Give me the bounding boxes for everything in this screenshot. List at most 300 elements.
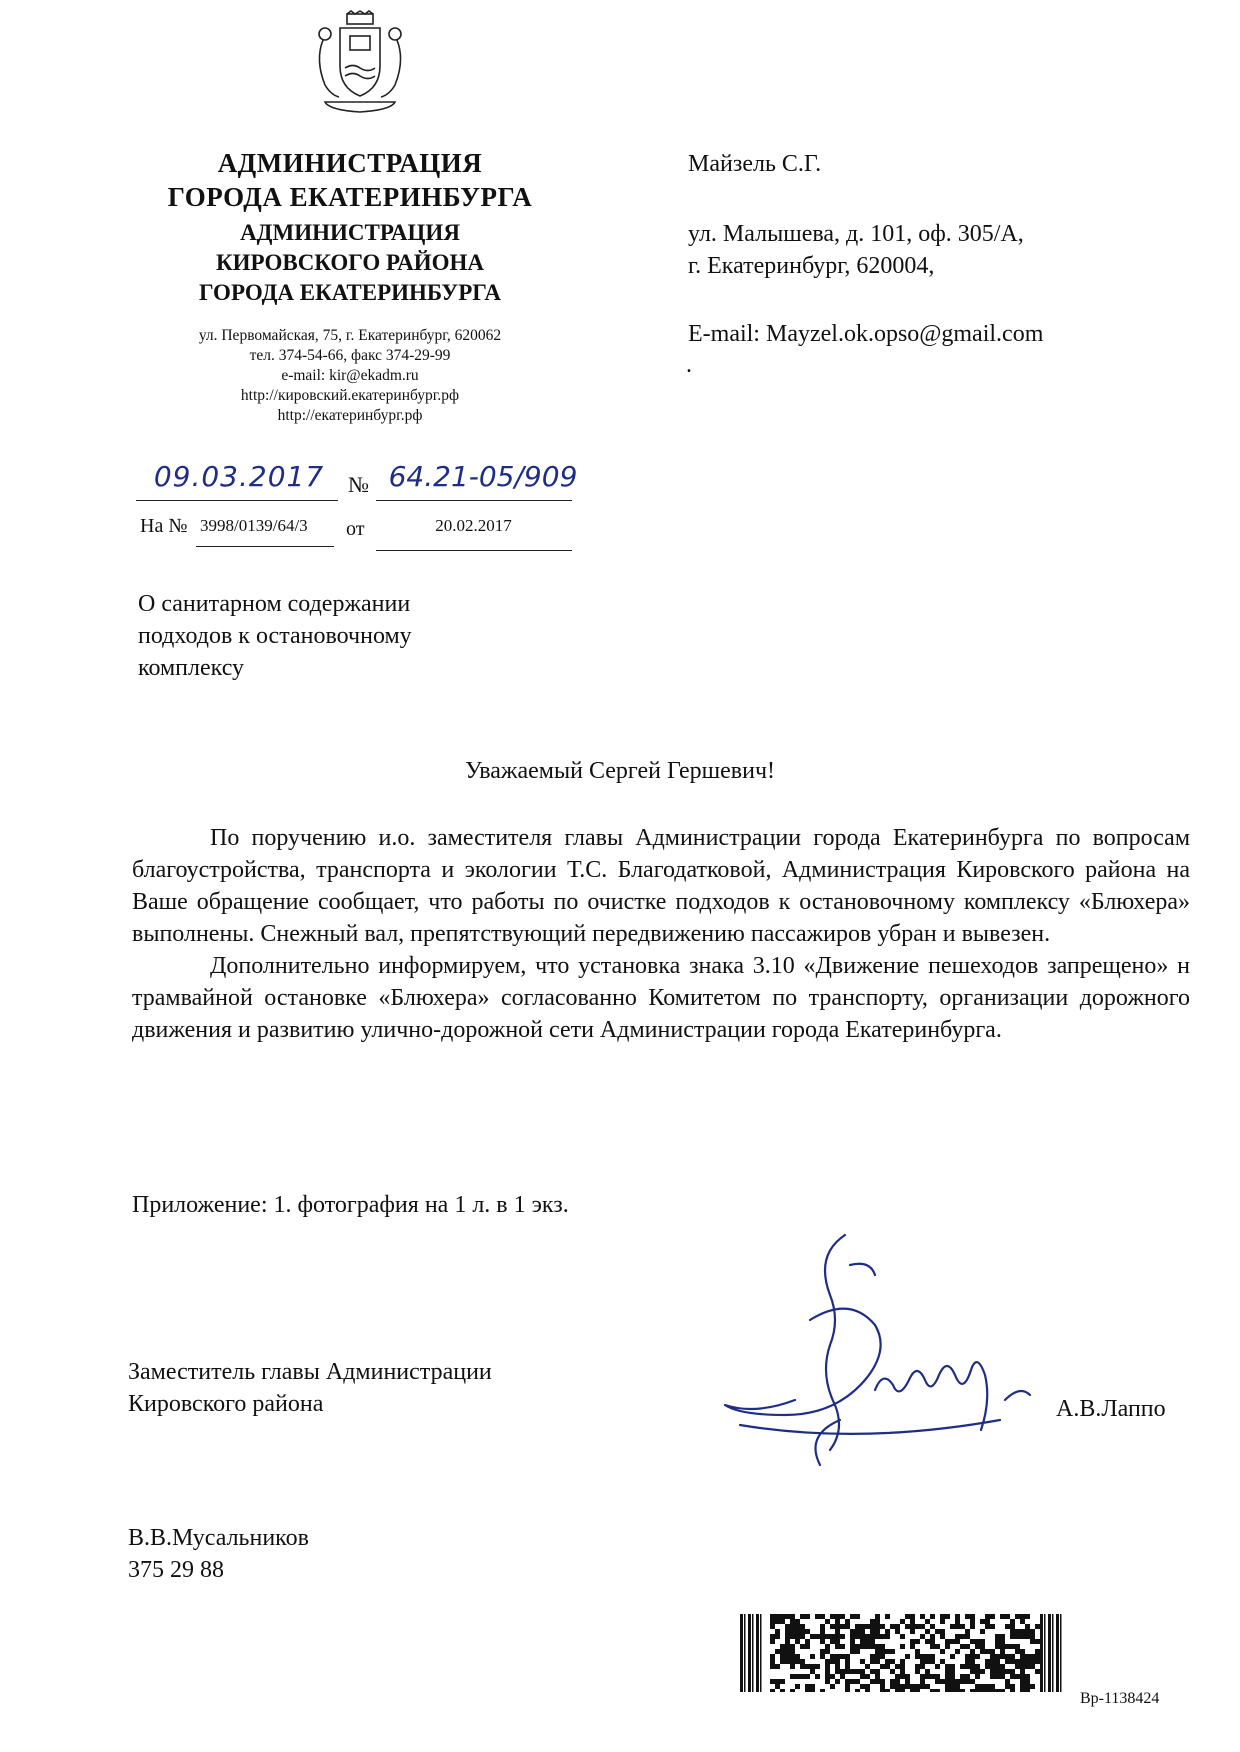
barcode-guard-bar [752, 1614, 754, 1692]
barcode-module [825, 1664, 830, 1669]
barcode-module [795, 1629, 800, 1634]
barcode-module [1035, 1624, 1040, 1629]
document-barcode [740, 1614, 1070, 1692]
reply-from-label: от [346, 518, 365, 540]
barcode-module [910, 1619, 915, 1624]
barcode-module [1015, 1659, 1020, 1664]
barcode-module [925, 1654, 930, 1659]
reply-number: 3998/0139/64/3 [200, 516, 308, 535]
body-paragraph-2: Дополнительно информируем, что установка знака 3.10 «Движение пешеходов запрещено» н трамвайной остановке «Блюхера» согласованно Комитетом по транспорту, организации дорожного движения и развитию улично-дорожной сети Администрации города Екатеринбурга. [132, 953, 1190, 1043]
barcode-module [1010, 1654, 1015, 1659]
barcode-module [950, 1674, 955, 1679]
barcode-module [845, 1619, 850, 1624]
barcode-module [890, 1669, 895, 1674]
barcode-module [930, 1674, 935, 1679]
barcode-module [805, 1664, 810, 1669]
barcode-module [1020, 1654, 1025, 1659]
barcode-module [810, 1654, 815, 1659]
barcode-module [975, 1639, 980, 1644]
barcode-module [970, 1619, 975, 1624]
barcode-module [855, 1669, 860, 1674]
barcode-module [835, 1614, 840, 1619]
barcode-module [775, 1684, 780, 1689]
barcode-module [790, 1689, 795, 1692]
barcode-module [770, 1639, 775, 1644]
barcode-module [885, 1689, 890, 1692]
registration-number-label: № [348, 472, 369, 497]
barcode-module [785, 1639, 790, 1644]
barcode-module [855, 1629, 860, 1634]
barcode-module [795, 1639, 800, 1644]
barcode-module [785, 1649, 790, 1654]
barcode-module [1015, 1644, 1020, 1649]
registration-date-line [136, 500, 338, 501]
barcode-module [790, 1674, 795, 1679]
barcode-module [845, 1689, 850, 1692]
barcode-module [855, 1689, 860, 1692]
barcode-module [835, 1639, 840, 1644]
barcode-module [790, 1644, 795, 1649]
barcode-module [845, 1669, 850, 1674]
barcode-module [880, 1684, 885, 1689]
barcode-module [830, 1654, 835, 1659]
barcode-module [950, 1679, 955, 1684]
barcode-module [785, 1614, 790, 1619]
barcode-module [895, 1664, 900, 1669]
barcode-module [920, 1634, 925, 1639]
barcode-module [880, 1624, 885, 1629]
barcode-module [940, 1659, 945, 1664]
barcode-module [875, 1644, 880, 1649]
barcode-module [865, 1689, 870, 1692]
barcode-module [920, 1674, 925, 1679]
barcode-module [845, 1664, 850, 1669]
barcode-module [975, 1644, 980, 1649]
barcode-module [970, 1659, 975, 1664]
barcode-module [820, 1624, 825, 1629]
barcode-module [915, 1684, 920, 1689]
barcode-module [915, 1649, 920, 1654]
barcode-module [960, 1689, 965, 1692]
barcode-module [900, 1664, 905, 1669]
barcode-module [1005, 1669, 1010, 1674]
barcode-module [845, 1654, 850, 1659]
barcode-module [975, 1654, 980, 1659]
barcode-module [1020, 1669, 1025, 1674]
barcode-module [825, 1644, 830, 1649]
barcode-module [955, 1614, 960, 1619]
barcode-module [1000, 1689, 1005, 1692]
barcode-module [900, 1659, 905, 1664]
barcode-module [1010, 1629, 1015, 1634]
barcode-module [770, 1634, 775, 1639]
barcode-module [985, 1659, 990, 1664]
barcode-module [880, 1644, 885, 1649]
barcode-module [845, 1659, 850, 1664]
barcode-module [890, 1624, 895, 1629]
barcode-module [885, 1614, 890, 1619]
barcode-module [915, 1664, 920, 1669]
barcode-guard-bar [1060, 1614, 1062, 1692]
barcode-module [1000, 1634, 1005, 1639]
barcode-module [1020, 1614, 1025, 1619]
barcode-module [925, 1674, 930, 1679]
barcode-module [850, 1669, 855, 1674]
barcode-module [980, 1619, 985, 1624]
barcode-module [965, 1634, 970, 1639]
barcode-module [955, 1679, 960, 1684]
barcode-module [915, 1624, 920, 1629]
barcode-module [1005, 1624, 1010, 1629]
barcode-module [945, 1614, 950, 1619]
barcode-module [830, 1634, 835, 1639]
greeting: Уважаемый Сергей Гершевич! [464, 758, 776, 784]
barcode-module [905, 1654, 910, 1659]
barcode-module [990, 1614, 995, 1619]
barcode-module [920, 1614, 925, 1619]
barcode-module [1025, 1674, 1030, 1679]
recipient-email: E-mail: Mayzel.ok.opso@gmail.com [688, 321, 1044, 347]
barcode-module [1000, 1654, 1005, 1659]
barcode-module [1010, 1644, 1015, 1649]
barcode-module [905, 1614, 910, 1619]
barcode-module [780, 1644, 785, 1649]
barcode-module [785, 1659, 790, 1664]
body-paragraph-1: По поручению и.о. заместителя главы Администрации города Екатеринбурга по вопросам благоустройства, транспорта и экологии Т.С. Благодатковой, Администрация Кировского района на Ваше обращение сообщает, что работы по очистке подходов к остановочному комплексу «Блюхера» выполнены. Снежный вал, препятствующий передвижению пассажиров убран и вывезен. [132, 825, 1190, 947]
barcode-module [865, 1664, 870, 1669]
barcode-module [985, 1624, 990, 1629]
barcode-module [900, 1644, 905, 1649]
barcode-module [900, 1674, 905, 1679]
barcode-module [835, 1629, 840, 1634]
barcode-module [875, 1659, 880, 1664]
barcode-module [860, 1629, 865, 1634]
barcode-module [935, 1629, 940, 1634]
barcode-module [810, 1664, 815, 1669]
barcode-module [1025, 1634, 1030, 1639]
sender-org-line2: ГОРОДА ЕКАТЕРИНБУРГА [167, 182, 533, 212]
barcode-module [910, 1644, 915, 1649]
barcode-module [1020, 1679, 1025, 1684]
barcode-module [1035, 1654, 1040, 1659]
barcode-module [990, 1654, 995, 1659]
barcode-module [880, 1654, 885, 1659]
barcode-module [940, 1614, 945, 1619]
barcode-module [850, 1629, 855, 1634]
barcode-module [1025, 1614, 1030, 1619]
barcode-module [820, 1639, 825, 1644]
barcode-guard-bar [1052, 1614, 1054, 1692]
barcode-module [1010, 1619, 1015, 1624]
barcode-module [990, 1649, 995, 1654]
barcode-module [890, 1649, 895, 1654]
barcode-module [805, 1629, 810, 1634]
barcode-module [800, 1644, 805, 1649]
barcode-module [915, 1639, 920, 1644]
barcode-module [995, 1664, 1000, 1669]
subject-line3: комплексу [138, 655, 245, 681]
barcode-module [820, 1649, 825, 1654]
barcode-module [925, 1684, 930, 1689]
barcode-module [850, 1614, 855, 1619]
barcode-module [825, 1679, 830, 1684]
sender-site2: http://екатеринбург.рф [277, 407, 423, 424]
executor-name: В.В.Мусальников [128, 1525, 309, 1551]
barcode-module [905, 1624, 910, 1629]
barcode-module [985, 1689, 990, 1692]
barcode-module [985, 1684, 990, 1689]
barcode-module [770, 1654, 775, 1659]
barcode-module [995, 1669, 1000, 1674]
barcode-module [940, 1679, 945, 1684]
barcode-module [1035, 1669, 1040, 1674]
barcode-module [1025, 1654, 1030, 1659]
barcode-module [930, 1659, 935, 1664]
barcode-module [995, 1659, 1000, 1664]
barcode-module [930, 1654, 935, 1659]
barcode-module [950, 1639, 955, 1644]
barcode-module [880, 1664, 885, 1669]
barcode-module [880, 1649, 885, 1654]
barcode-module [875, 1649, 880, 1654]
barcode-module [885, 1659, 890, 1664]
barcode-module [960, 1679, 965, 1684]
barcode-module [855, 1634, 860, 1639]
sender-org-line1: АДМИНИСТРАЦИЯ [217, 148, 483, 178]
barcode-module [1025, 1624, 1030, 1629]
barcode-module [1005, 1659, 1010, 1664]
barcode-module [815, 1674, 820, 1679]
letter-subject [138, 588, 558, 684]
barcode-module [955, 1689, 960, 1692]
barcode-module [835, 1644, 840, 1649]
barcode-module [1005, 1644, 1010, 1649]
barcode-module [790, 1634, 795, 1639]
barcode-module [820, 1614, 825, 1619]
barcode-module [910, 1624, 915, 1629]
barcode-module [885, 1634, 890, 1639]
barcode-module [1025, 1629, 1030, 1634]
barcode-module [775, 1629, 780, 1634]
barcode-module [945, 1639, 950, 1644]
barcode-module [815, 1634, 820, 1639]
barcode-module [895, 1684, 900, 1689]
barcode-module [820, 1629, 825, 1634]
barcode-module [790, 1659, 795, 1664]
barcode-guard-bar [740, 1614, 743, 1692]
barcode-module [970, 1679, 975, 1684]
barcode-module [945, 1664, 950, 1669]
barcode-module [965, 1629, 970, 1634]
sender-dept-line1: АДМИНИСТРАЦИЯ [240, 220, 460, 245]
barcode-module [790, 1619, 795, 1624]
barcode-module [940, 1619, 945, 1624]
barcode-module [800, 1659, 805, 1664]
barcode-module [940, 1649, 945, 1654]
barcode-module [795, 1684, 800, 1689]
barcode-module [820, 1634, 825, 1639]
barcode-module [970, 1654, 975, 1659]
barcode-module [835, 1669, 840, 1674]
barcode-module [830, 1674, 835, 1679]
barcode-module [1010, 1674, 1015, 1679]
barcode-module [930, 1624, 935, 1629]
barcode-module [925, 1669, 930, 1674]
barcode-module [925, 1629, 930, 1634]
barcode-module [875, 1654, 880, 1659]
barcode-module [790, 1629, 795, 1634]
barcode-module [825, 1674, 830, 1679]
barcode-module [960, 1674, 965, 1679]
barcode-module [990, 1674, 995, 1679]
barcode-module [840, 1654, 845, 1659]
subject-line2: подходов к остановочному [138, 623, 412, 649]
barcode-module [790, 1624, 795, 1629]
barcode-module [1020, 1684, 1025, 1689]
barcode-module [970, 1614, 975, 1619]
sender-dept [110, 218, 590, 308]
barcode-module [1020, 1689, 1025, 1692]
barcode-module [895, 1679, 900, 1684]
barcode-module [875, 1674, 880, 1679]
barcode-module [920, 1624, 925, 1629]
barcode-module [910, 1614, 915, 1619]
barcode-module [775, 1679, 780, 1684]
barcode-module [1035, 1649, 1040, 1654]
barcode-module [965, 1659, 970, 1664]
barcode-module [920, 1659, 925, 1664]
recipient-address [688, 218, 1024, 282]
barcode-module [860, 1684, 865, 1689]
barcode-module [850, 1644, 855, 1649]
annex: Приложение: 1. фотография на 1 л. в 1 экз. [132, 1192, 569, 1218]
barcode-module [980, 1644, 985, 1649]
barcode-module [785, 1629, 790, 1634]
barcode-module [980, 1689, 985, 1692]
barcode-module [860, 1634, 865, 1639]
barcode-module [835, 1654, 840, 1659]
barcode-module [835, 1679, 840, 1684]
barcode-module [1005, 1654, 1010, 1659]
barcode-module [945, 1669, 950, 1674]
signer-position-line2: Кировского района [128, 1391, 324, 1417]
barcode-module [935, 1664, 940, 1669]
recipient-address-line2: г. Екатеринбург, 620004, [688, 253, 935, 279]
signer-name: А.В.Лаппо [1056, 1396, 1166, 1422]
barcode-module [985, 1614, 990, 1619]
barcode-module [945, 1679, 950, 1684]
barcode-module [1030, 1664, 1035, 1669]
barcode-module [1025, 1664, 1030, 1669]
barcode-module [955, 1634, 960, 1639]
barcode-module [785, 1654, 790, 1659]
barcode-module [1025, 1679, 1030, 1684]
barcode-module [825, 1669, 830, 1674]
subject-line1: О санитарном содержании [138, 591, 411, 617]
barcode-module [860, 1659, 865, 1664]
barcode-module [800, 1629, 805, 1634]
barcode-module [855, 1644, 860, 1649]
barcode-module [1035, 1659, 1040, 1664]
barcode-module [1005, 1679, 1010, 1684]
barcode-module [970, 1624, 975, 1629]
barcode-module [905, 1684, 910, 1689]
barcode-module [780, 1614, 785, 1619]
barcode-guard-bar [1044, 1614, 1046, 1692]
barcode-module [1035, 1639, 1040, 1644]
barcode-module [1010, 1669, 1015, 1674]
barcode-module [920, 1684, 925, 1689]
barcode-module [785, 1634, 790, 1639]
barcode-module [800, 1634, 805, 1639]
barcode-module [845, 1684, 850, 1689]
barcode-module [1020, 1659, 1025, 1664]
barcode-module [1030, 1634, 1035, 1639]
barcode-module [790, 1664, 795, 1669]
barcode-module [970, 1669, 975, 1674]
barcode-module [960, 1634, 965, 1639]
barcode-module [800, 1664, 805, 1669]
barcode-module [770, 1679, 775, 1684]
barcode-module [915, 1669, 920, 1674]
barcode-module [1010, 1689, 1015, 1692]
barcode-module [815, 1664, 820, 1669]
barcode-module [880, 1634, 885, 1639]
barcode-module [780, 1619, 785, 1624]
barcode-module [980, 1649, 985, 1654]
barcode-module [830, 1639, 835, 1644]
registration-number-line [376, 500, 572, 501]
barcode-module [860, 1674, 865, 1679]
barcode-module [870, 1624, 875, 1629]
barcode-module [1000, 1639, 1005, 1644]
barcode-module [805, 1684, 810, 1689]
barcode-module [770, 1664, 775, 1669]
barcode-module [870, 1639, 875, 1644]
barcode-module [950, 1669, 955, 1674]
barcode-module [960, 1624, 965, 1629]
barcode-module [795, 1659, 800, 1664]
barcode-module [1030, 1639, 1035, 1644]
barcode-module [1000, 1664, 1005, 1669]
barcode-module [965, 1644, 970, 1649]
barcode-module [910, 1684, 915, 1689]
barcode-module [880, 1679, 885, 1684]
barcode-module [790, 1614, 795, 1619]
barcode-module [895, 1624, 900, 1629]
barcode-module [865, 1674, 870, 1679]
barcode-module [930, 1614, 935, 1619]
barcode-module [940, 1629, 945, 1634]
barcode-module [820, 1689, 825, 1692]
barcode-module [900, 1689, 905, 1692]
barcode-module [810, 1634, 815, 1639]
barcode-module [1020, 1664, 1025, 1669]
barcode-module [990, 1624, 995, 1629]
barcode-module [830, 1659, 835, 1664]
barcode-module [955, 1684, 960, 1689]
barcode-module [970, 1664, 975, 1669]
sender-dept-line3: ГОРОДА ЕКАТЕРИНБУРГА [199, 280, 501, 305]
barcode-module [1010, 1659, 1015, 1664]
barcode-module [805, 1644, 810, 1649]
barcode-module [880, 1689, 885, 1692]
barcode-module [975, 1684, 980, 1689]
barcode-module [850, 1634, 855, 1639]
barcode-module [845, 1624, 850, 1629]
signer-position-line1: Заместитель главы Администрации [128, 1359, 492, 1385]
barcode-module [990, 1659, 995, 1664]
